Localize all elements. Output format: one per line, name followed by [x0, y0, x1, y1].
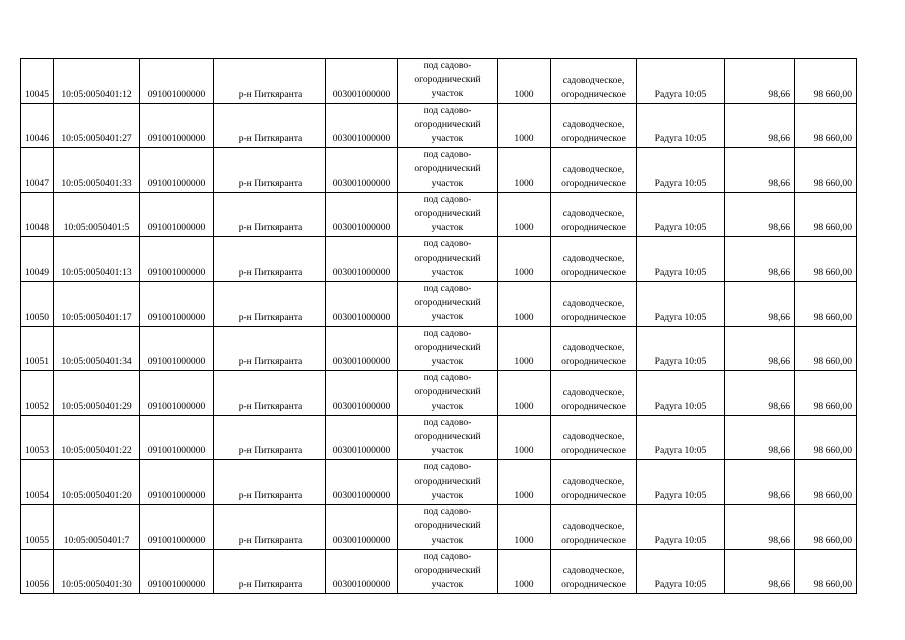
plot-area: 1000	[498, 237, 551, 282]
land-category-line: садоводческое,	[562, 520, 625, 532]
permitted-use-line: под садово-	[423, 149, 472, 161]
location-code: 003001000000	[326, 192, 398, 237]
oktmo-code: 091001000000	[140, 282, 214, 327]
locality-name: Радуга 10:05	[637, 237, 725, 282]
permitted-use-line: огороднический	[414, 386, 481, 398]
oktmo-code: 091001000000	[140, 59, 214, 104]
land-category-line: огородническое	[561, 311, 626, 323]
oktmo-code: 091001000000	[140, 371, 214, 416]
location-code: 003001000000	[326, 415, 398, 460]
permitted-use-line: участок	[431, 177, 464, 189]
locality-name: Радуга 10:05	[637, 103, 725, 148]
land-category	[551, 326, 637, 371]
district-name: р-н Питкяранта	[214, 549, 326, 594]
district-name: р-н Питкяранта	[214, 103, 326, 148]
land-category-line: садоводческое,	[562, 476, 625, 488]
land-category-line: огородническое	[561, 445, 626, 457]
table-row	[21, 103, 857, 148]
plot-area: 1000	[498, 549, 551, 594]
cadastral-value: 98 660,00	[795, 326, 857, 371]
oktmo-code: 091001000000	[140, 326, 214, 371]
district-name: р-н Питкяранта	[214, 371, 326, 416]
permitted-use-line: огороднический	[414, 208, 481, 220]
permitted-use-line: участок	[431, 222, 464, 234]
specific-value: 98,66	[725, 415, 795, 460]
location-code: 003001000000	[326, 326, 398, 371]
table-row	[21, 282, 857, 327]
permitted-use-line: под садово-	[423, 372, 472, 384]
permitted-use	[398, 326, 498, 371]
land-category	[551, 282, 637, 327]
oktmo-code: 091001000000	[140, 549, 214, 594]
land-category-line: огородническое	[561, 177, 626, 189]
land-category-line: огородническое	[561, 88, 626, 100]
specific-value: 98,66	[725, 237, 795, 282]
cadastral-number: 10:05:0050401:12	[54, 59, 140, 104]
land-category	[551, 192, 637, 237]
permitted-use-line: огороднический	[414, 118, 481, 130]
table-row	[21, 505, 857, 550]
district-name: р-н Питкяранта	[214, 148, 326, 193]
specific-value: 98,66	[725, 59, 795, 104]
row-number: 10051	[21, 326, 54, 371]
district-name: р-н Питкяранта	[214, 59, 326, 104]
permitted-use-line: под садово-	[423, 506, 472, 518]
land-category	[551, 460, 637, 505]
plot-area: 1000	[498, 59, 551, 104]
oktmo-code: 091001000000	[140, 192, 214, 237]
cadastral-value: 98 660,00	[795, 59, 857, 104]
district-name: р-н Питкяранта	[214, 505, 326, 550]
specific-value: 98,66	[725, 148, 795, 193]
plot-area: 1000	[498, 192, 551, 237]
oktmo-code: 091001000000	[140, 148, 214, 193]
permitted-use	[398, 371, 498, 416]
cadastral-number: 10:05:0050401:5	[54, 192, 140, 237]
row-number: 10048	[21, 192, 54, 237]
oktmo-code: 091001000000	[140, 415, 214, 460]
location-code: 003001000000	[326, 148, 398, 193]
cadastral-number: 10:05:0050401:22	[54, 415, 140, 460]
plot-area: 1000	[498, 103, 551, 148]
locality-name: Радуга 10:05	[637, 415, 725, 460]
land-category-line: садоводческое,	[562, 74, 625, 86]
permitted-use-line: под садово-	[423, 193, 472, 205]
cadastral-value: 98 660,00	[795, 237, 857, 282]
permitted-use-line: под садово-	[423, 104, 472, 116]
table-row	[21, 326, 857, 371]
permitted-use-line: огороднический	[414, 74, 481, 86]
table-row	[21, 549, 857, 594]
land-category	[551, 549, 637, 594]
permitted-use-line: участок	[431, 266, 464, 278]
permitted-use	[398, 282, 498, 327]
plot-area: 1000	[498, 415, 551, 460]
land-category-line: садоводческое,	[562, 565, 625, 577]
locality-name: Радуга 10:05	[637, 59, 725, 104]
permitted-use-line: под садово-	[423, 238, 472, 250]
oktmo-code: 091001000000	[140, 237, 214, 282]
table-row	[21, 237, 857, 282]
cadastral-number: 10:05:0050401:30	[54, 549, 140, 594]
cadastral-value: 98 660,00	[795, 415, 857, 460]
specific-value: 98,66	[725, 460, 795, 505]
permitted-use-line: под садово-	[423, 550, 472, 562]
land-category	[551, 371, 637, 416]
locality-name: Радуга 10:05	[637, 505, 725, 550]
land-category	[551, 415, 637, 460]
location-code: 003001000000	[326, 59, 398, 104]
permitted-use	[398, 549, 498, 594]
permitted-use-line: участок	[431, 579, 464, 591]
table-row	[21, 371, 857, 416]
permitted-use	[398, 505, 498, 550]
land-category	[551, 148, 637, 193]
permitted-use-line: огороднический	[414, 341, 481, 353]
permitted-use-line: участок	[431, 400, 464, 412]
document-page	[20, 58, 857, 594]
row-number: 10053	[21, 415, 54, 460]
permitted-use-line: участок	[431, 133, 464, 145]
location-code: 003001000000	[326, 549, 398, 594]
row-number: 10050	[21, 282, 54, 327]
plot-area: 1000	[498, 371, 551, 416]
land-category-line: огородническое	[561, 267, 626, 279]
plot-area: 1000	[498, 148, 551, 193]
land-category-line: садоводческое,	[562, 253, 625, 265]
land-category-line: огородническое	[561, 356, 626, 368]
location-code: 003001000000	[326, 282, 398, 327]
table-row	[21, 192, 857, 237]
permitted-use-line: огороднический	[414, 520, 481, 532]
permitted-use	[398, 59, 498, 104]
cadastral-number: 10:05:0050401:13	[54, 237, 140, 282]
permitted-use-line: огороднический	[414, 252, 481, 264]
oktmo-code: 091001000000	[140, 505, 214, 550]
specific-value: 98,66	[725, 549, 795, 594]
cadastral-number: 10:05:0050401:34	[54, 326, 140, 371]
district-name: р-н Питкяранта	[214, 282, 326, 327]
specific-value: 98,66	[725, 282, 795, 327]
permitted-use	[398, 103, 498, 148]
row-number: 10055	[21, 505, 54, 550]
permitted-use-line: участок	[431, 489, 464, 501]
locality-name: Радуга 10:05	[637, 460, 725, 505]
permitted-use-line: огороднический	[414, 163, 481, 175]
locality-name: Радуга 10:05	[637, 371, 725, 416]
land-category-line: огородническое	[561, 133, 626, 145]
row-number: 10054	[21, 460, 54, 505]
cadastral-number: 10:05:0050401:27	[54, 103, 140, 148]
land-category-line: огородническое	[561, 579, 626, 591]
land-category-line: садоводческое,	[562, 119, 625, 131]
locality-name: Радуга 10:05	[637, 282, 725, 327]
cadastral-number: 10:05:0050401:17	[54, 282, 140, 327]
land-category-line: садоводческое,	[562, 208, 625, 220]
permitted-use	[398, 460, 498, 505]
permitted-use-line: под садово-	[423, 416, 472, 428]
land-category-line: садоводческое,	[562, 386, 625, 398]
permitted-use	[398, 237, 498, 282]
row-number: 10049	[21, 237, 54, 282]
cadastral-value: 98 660,00	[795, 103, 857, 148]
specific-value: 98,66	[725, 103, 795, 148]
plot-area: 1000	[498, 326, 551, 371]
land-category-line: огородническое	[561, 222, 626, 234]
permitted-use-line: под садово-	[423, 461, 472, 473]
cadastral-value: 98 660,00	[795, 148, 857, 193]
permitted-use-line: участок	[431, 88, 464, 100]
table-row	[21, 460, 857, 505]
permitted-use-line: участок	[431, 445, 464, 457]
cadastral-value: 98 660,00	[795, 282, 857, 327]
land-category	[551, 59, 637, 104]
plot-area: 1000	[498, 282, 551, 327]
row-number: 10046	[21, 103, 54, 148]
permitted-use-line: участок	[431, 356, 464, 368]
row-number: 10052	[21, 371, 54, 416]
cadastral-value: 98 660,00	[795, 371, 857, 416]
oktmo-code: 091001000000	[140, 460, 214, 505]
land-category-line: огородническое	[561, 490, 626, 502]
cadastral-number: 10:05:0050401:29	[54, 371, 140, 416]
permitted-use-line: под садово-	[423, 327, 472, 339]
permitted-use-line: огороднический	[414, 431, 481, 443]
land-plots-table	[20, 58, 857, 594]
permitted-use-line: участок	[431, 534, 464, 546]
cadastral-number: 10:05:0050401:7	[54, 505, 140, 550]
location-code: 003001000000	[326, 460, 398, 505]
location-code: 003001000000	[326, 371, 398, 416]
district-name: р-н Питкяранта	[214, 326, 326, 371]
row-number: 10047	[21, 148, 54, 193]
cadastral-number: 10:05:0050401:33	[54, 148, 140, 193]
permitted-use-line: участок	[431, 311, 464, 323]
location-code: 003001000000	[326, 505, 398, 550]
permitted-use	[398, 415, 498, 460]
plot-area: 1000	[498, 460, 551, 505]
land-category	[551, 505, 637, 550]
location-code: 003001000000	[326, 237, 398, 282]
district-name: р-н Питкяранта	[214, 460, 326, 505]
district-name: р-н Питкяранта	[214, 192, 326, 237]
district-name: р-н Питкяранта	[214, 415, 326, 460]
cadastral-value: 98 660,00	[795, 192, 857, 237]
table-row	[21, 415, 857, 460]
cadastral-value: 98 660,00	[795, 549, 857, 594]
permitted-use	[398, 148, 498, 193]
land-category-line: огородническое	[561, 400, 626, 412]
locality-name: Радуга 10:05	[637, 192, 725, 237]
district-name: р-н Питкяранта	[214, 237, 326, 282]
specific-value: 98,66	[725, 326, 795, 371]
table-body	[21, 59, 857, 594]
permitted-use-line: огороднический	[414, 297, 481, 309]
land-category	[551, 237, 637, 282]
land-category-line: садоводческое,	[562, 163, 625, 175]
permitted-use-line: под садово-	[423, 283, 472, 295]
land-category	[551, 103, 637, 148]
location-code: 003001000000	[326, 103, 398, 148]
land-category-line: огородническое	[561, 534, 626, 546]
specific-value: 98,66	[725, 192, 795, 237]
locality-name: Радуга 10:05	[637, 549, 725, 594]
permitted-use	[398, 192, 498, 237]
locality-name: Радуга 10:05	[637, 148, 725, 193]
specific-value: 98,66	[725, 505, 795, 550]
land-category-line: садоводческое,	[562, 431, 625, 443]
permitted-use-line: огороднический	[414, 564, 481, 576]
oktmo-code: 091001000000	[140, 103, 214, 148]
land-category-line: садоводческое,	[562, 342, 625, 354]
cadastral-value: 98 660,00	[795, 460, 857, 505]
permitted-use-line: под садово-	[423, 60, 472, 71]
locality-name: Радуга 10:05	[637, 326, 725, 371]
specific-value: 98,66	[725, 371, 795, 416]
cadastral-number: 10:05:0050401:20	[54, 460, 140, 505]
cadastral-value: 98 660,00	[795, 505, 857, 550]
land-category-line: садоводческое,	[562, 297, 625, 309]
row-number: 10056	[21, 549, 54, 594]
row-number: 10045	[21, 59, 54, 104]
plot-area: 1000	[498, 505, 551, 550]
permitted-use-line: огороднический	[414, 475, 481, 487]
table-row	[21, 59, 857, 104]
table-row	[21, 148, 857, 193]
